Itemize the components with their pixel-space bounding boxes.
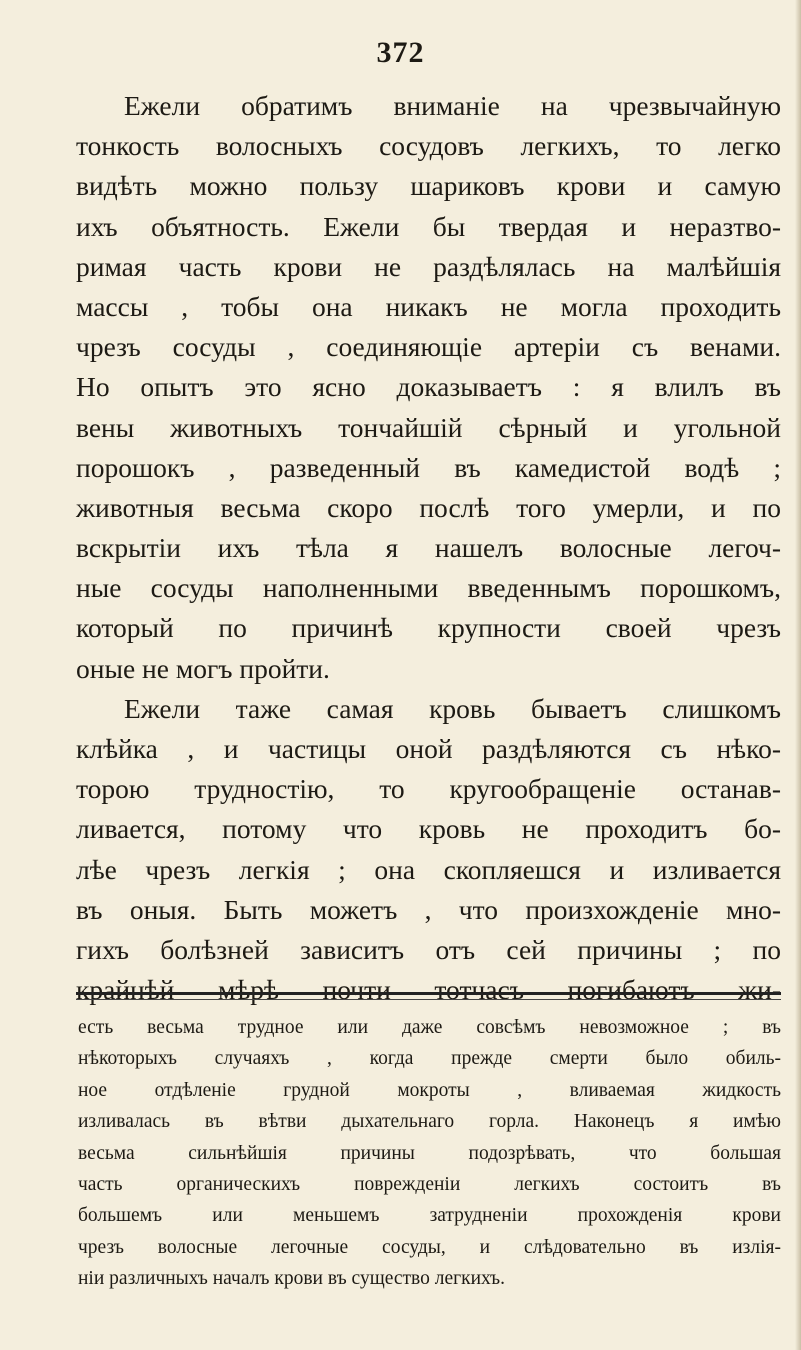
text-line: лѣе чрезъ легкія ; она скопляешся и изливается [76,853,781,885]
text-line: въ оныя. Быть можетъ , что произхожденіе мно- [76,893,781,925]
footnote-divider-thin [76,999,781,1000]
footnote-line: большемъ или меньшемъ затрудненіи прохожденія крови [78,1205,781,1227]
text-line: тонкость волосныхъ сосудовъ легкихъ, то легко [76,130,781,162]
footnote-line: часть органическихъ поврежденіи легкихъ состоитъ въ [78,1173,781,1195]
text-line: Ежели таже самая кровь бываетъ слишкомъ [124,692,781,724]
footnote-text [78,1012,781,1295]
footnote-line: чрезъ волосные легочные сосуды, и слѣдовательно въ излія- [78,1236,781,1258]
text-line: животныя весьма скоро послѣ того умерли, и по [76,491,781,523]
footnote-line: изливалась въ вѣтви дыхательнаго горла. Наконецъ я имѣю [78,1111,781,1133]
footnote-line: весьма сильнѣйшія причины подозрѣвать, что большая [78,1142,781,1164]
text-line: Ежели обратимъ вниманіе на чрезвычайную [124,90,781,121]
footnote-divider [76,992,781,995]
footnote-line: ніи различныхъ началъ крови въ существо легкихъ. [78,1268,505,1290]
text-line: чрезъ сосуды , соединяющіе артеріи съ венами. [76,331,781,363]
footnote-line: ное отдѣленіе грудной мокроты , вливаемая жидкость [78,1079,781,1101]
text-line: вскрытіи ихъ тѣла я нашелъ волосные легоч- [76,532,781,564]
main-text [76,86,781,1010]
text-line: видѣть можно пользу шариковъ крови и самую [76,170,781,202]
text-line: клѣйка , и частицы оной раздѣляются съ нѣко- [76,733,781,764]
text-line: массы , тобы она никакъ не могла проходить [76,290,781,322]
text-line: вены животныхъ тончайшій сѣрный и угольной [76,411,781,443]
text-line: римая часть крови не раздѣлялась на малѣйшія [76,250,781,282]
text-line: Но опытъ это ясно доказываетъ : я влилъ въ [76,371,781,403]
footnote-line: нѣкоторыхъ случаяхъ , когда прежде смерти было обиль- [78,1048,781,1070]
text-line: порошокъ , разведенный въ камедистой водѣ ; [76,451,781,483]
text-line: гихъ болѣзней зависитъ отъ сей причины ; по [76,933,781,965]
text-line: ихъ объятность. Ежели бы твердая и неразтво- [76,210,781,242]
footnote-line: есть весьма трудное или даже совсѣмъ невозможное ; въ [78,1017,781,1038]
page-edge-shadow [795,0,801,1350]
text-line: торою трудностію, то кругообращеніе останав- [76,773,781,805]
text-line: оные не могъ пройти. [76,652,330,684]
page-number: 372 [376,36,425,69]
text-line: ливается, потому что кровь не проходитъ бо- [76,813,781,845]
text-line: крайнѣй мѣрѣ почти тотчасъ погибаютъ жи- [76,974,781,1006]
text-line: ные сосуды наполненными введеннымъ порошкомъ, [76,572,781,604]
text-line: который по причинѣ крупности своей чрезъ [76,612,781,644]
